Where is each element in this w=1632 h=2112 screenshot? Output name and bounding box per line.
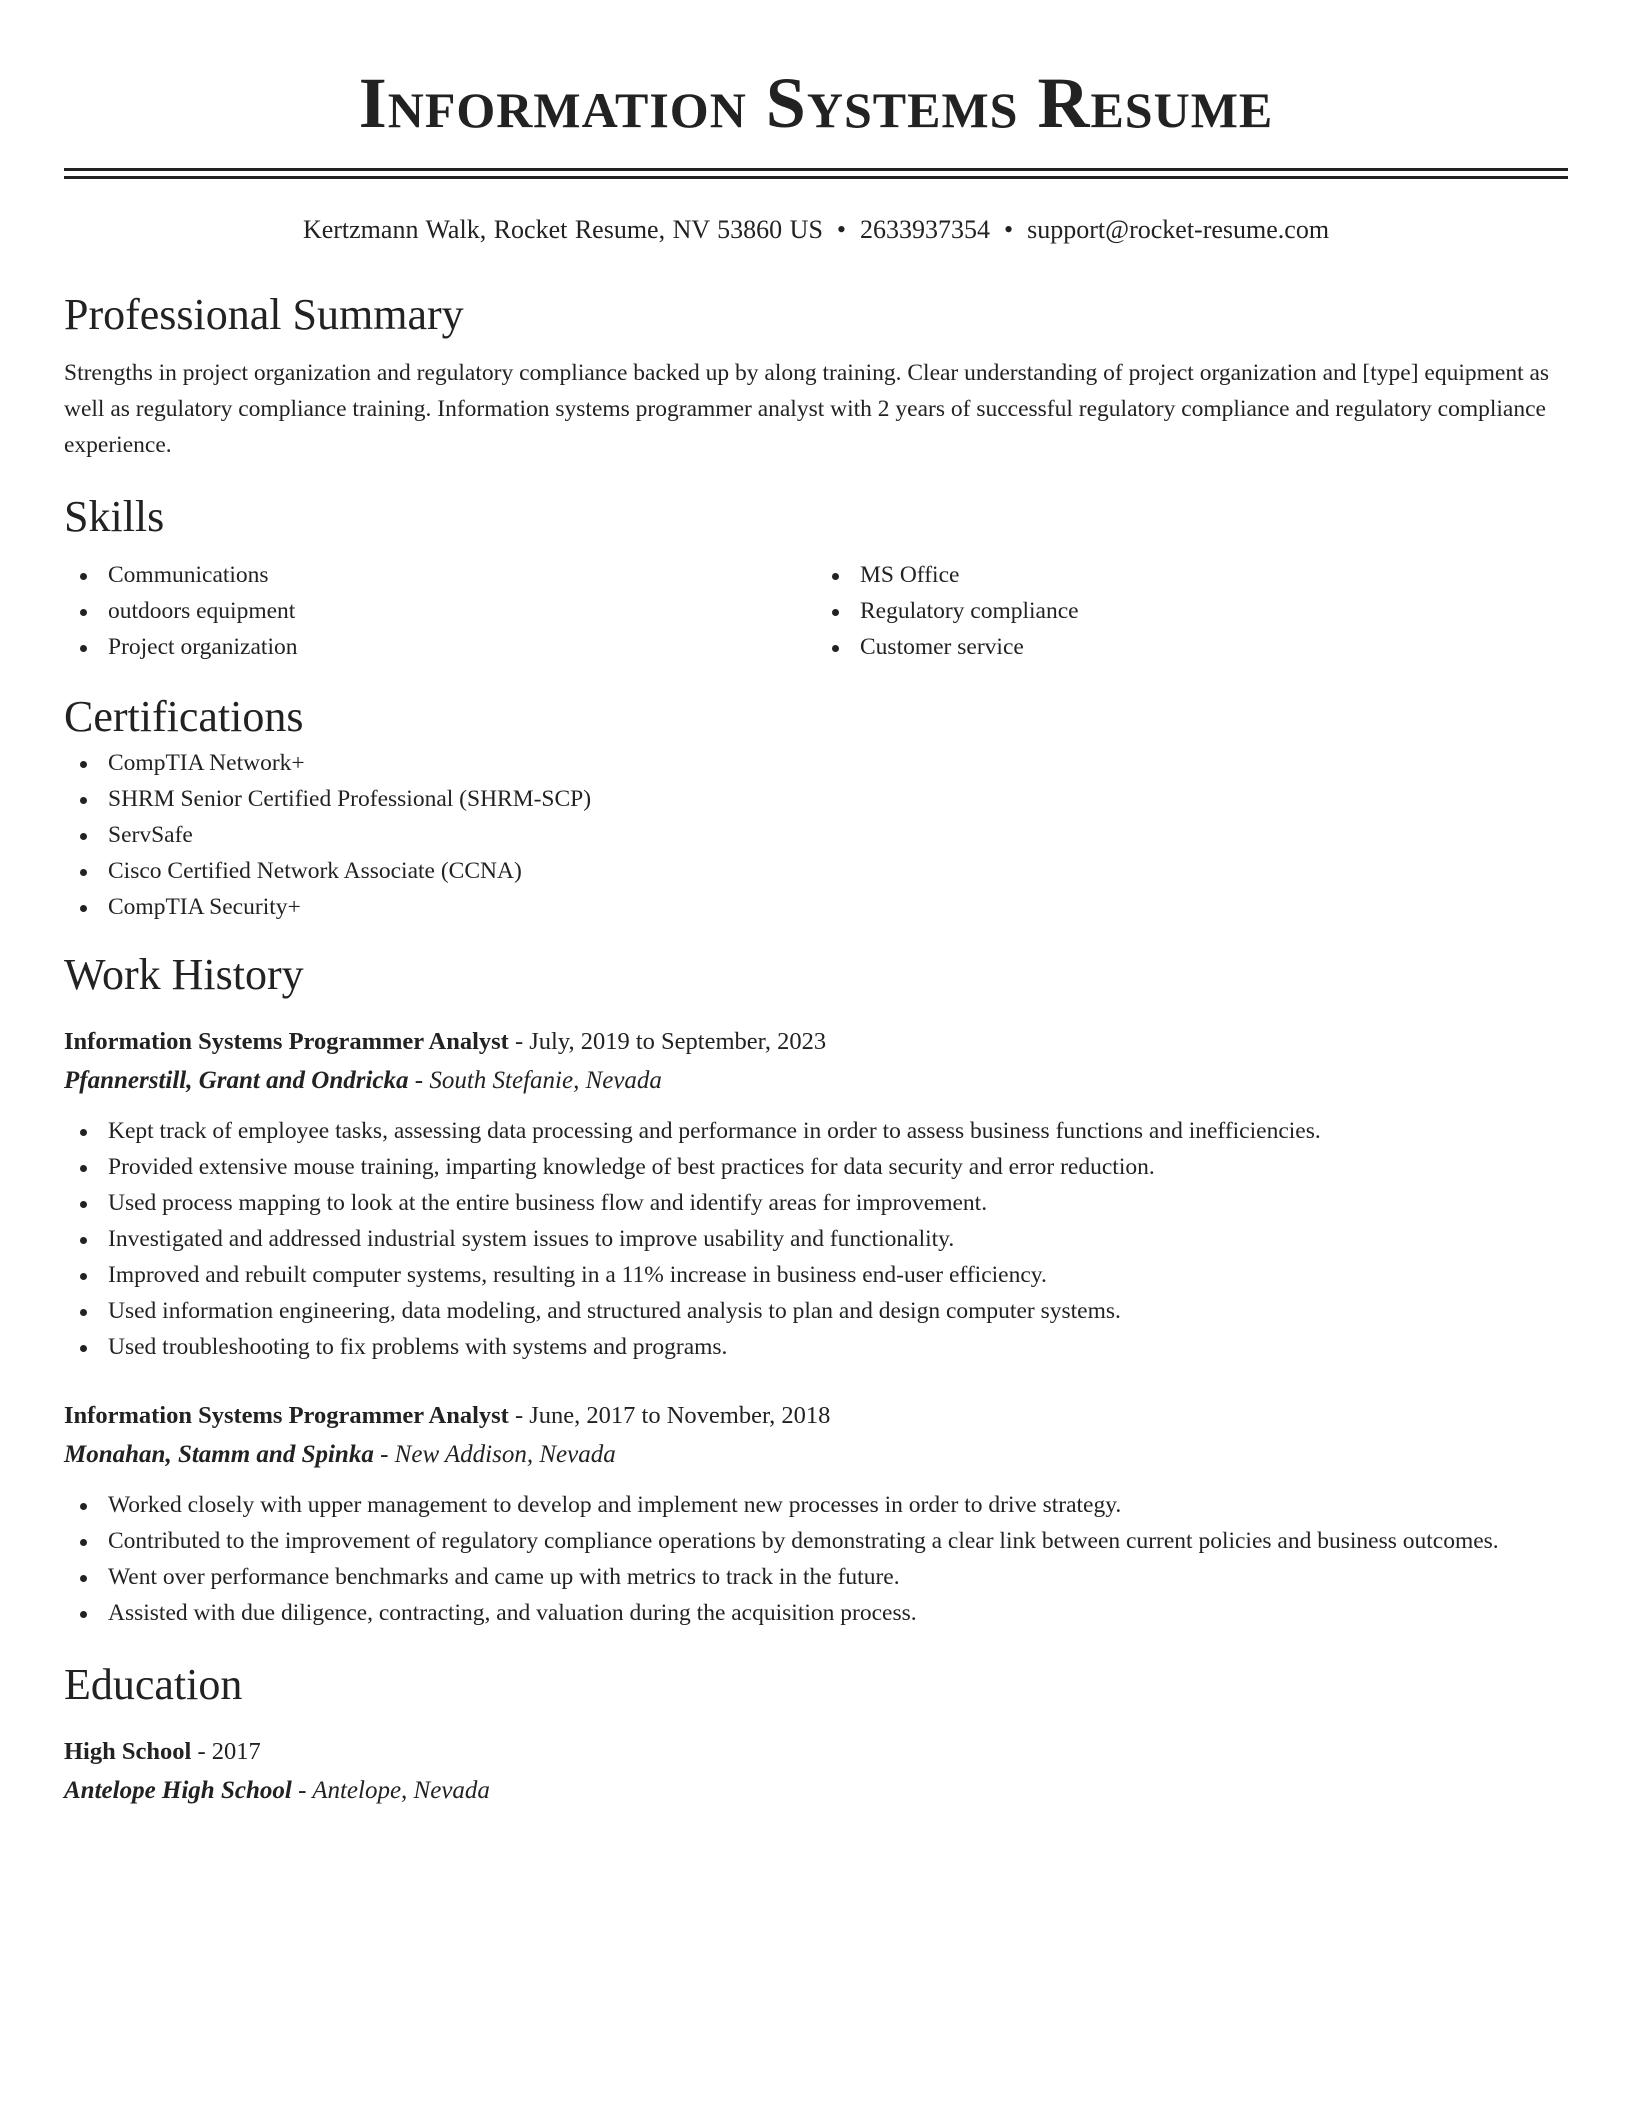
job-company: Pfannerstill, Grant and Ondricka xyxy=(64,1067,409,1094)
responsibility-item: Investigated and addressed industrial system issues to improve usability and functionality. xyxy=(64,1221,1568,1257)
job-company: Monahan, Stamm and Spinka xyxy=(64,1441,374,1468)
responsibility-item: Used process mapping to look at the entire business flow and identify areas for improvement. xyxy=(64,1185,1568,1221)
page-title: Information Systems Resume xyxy=(358,63,1274,143)
dash-separator: - xyxy=(508,1028,530,1055)
education-year: 2017 xyxy=(211,1738,261,1765)
dash-separator: - xyxy=(373,1441,395,1468)
responsibility-item: Used information engineering, data modeling, and structured analysis to plan and design computer systems. xyxy=(64,1293,1568,1329)
education-school-line xyxy=(64,1771,1568,1811)
education-heading: Education xyxy=(64,1660,243,1709)
contact-phone: 2633937354 xyxy=(860,215,991,244)
contact-email: support@rocket-resume.com xyxy=(1027,215,1330,244)
skill-item: Customer service xyxy=(816,629,1568,665)
summary-heading: Professional Summary xyxy=(64,290,464,339)
education-location: Antelope, Nevada xyxy=(312,1777,490,1804)
title-divider xyxy=(64,168,1568,179)
certifications-list xyxy=(64,745,1568,925)
job-entry xyxy=(64,1397,1568,1631)
certification-item: CompTIA Network+ xyxy=(64,745,1568,781)
skills-list-left xyxy=(64,557,816,665)
job-dates: July, 2019 to September, 2023 xyxy=(529,1028,827,1055)
skill-item: outdoors equipment xyxy=(64,593,816,629)
responsibility-item: Went over performance benchmarks and came up with metrics to track in the future. xyxy=(64,1559,1568,1595)
work-history-heading: Work History xyxy=(64,950,304,999)
job-location: South Stefanie, Nevada xyxy=(429,1067,662,1094)
job-location: New Addison, Nevada xyxy=(394,1441,616,1468)
dash-separator: - xyxy=(508,1402,530,1429)
job-header xyxy=(64,1397,1568,1435)
responsibility-item: Kept track of employee tasks, assessing data processing and performance in order to assess business functions and inefficiencies. xyxy=(64,1113,1568,1149)
certifications-heading: Certifications xyxy=(64,692,304,741)
responsibility-item: Provided extensive mouse training, imparting knowledge of best practices for data security and error reduction. xyxy=(64,1149,1568,1185)
skill-item: Regulatory compliance xyxy=(816,593,1568,629)
education-degree: High School xyxy=(64,1738,192,1765)
job-title: Information Systems Programmer Analyst xyxy=(64,1028,509,1055)
skills-heading: Skills xyxy=(64,492,165,541)
contact-address: Kertzmann Walk, Rocket Resume, NV 53860 US xyxy=(302,215,823,244)
job-responsibilities xyxy=(64,1113,1568,1365)
skills-columns xyxy=(64,557,1568,665)
skills-list-right xyxy=(816,557,1568,665)
contact-separator: • xyxy=(836,215,847,244)
education-school: Antelope High School xyxy=(64,1777,292,1804)
job-employer-line xyxy=(64,1061,1568,1101)
responsibility-item: Assisted with due diligence, contracting, and valuation during the acquisition process. xyxy=(64,1595,1568,1631)
responsibility-item: Worked closely with upper management to develop and implement new processes in order to drive strategy. xyxy=(64,1487,1568,1523)
certification-item: CompTIA Security+ xyxy=(64,889,1568,925)
dash-separator: - xyxy=(191,1738,212,1765)
summary-text: Strengths in project organization and regulatory compliance backed up by along training. Clear understanding of project organization and [type] equipment as well as regulatory compliance training. Information systems programmer analyst with 2 years of successful regulatory compliance and regulatory compliance experience. xyxy=(64,360,1550,458)
job-employer-line xyxy=(64,1435,1568,1475)
contact-line xyxy=(64,213,1568,247)
education-header xyxy=(64,1733,1568,1771)
education-entry xyxy=(64,1733,1568,1811)
certification-item: ServSafe xyxy=(64,817,1568,853)
skill-item: MS Office xyxy=(816,557,1568,593)
dash-separator: - xyxy=(408,1067,430,1094)
certification-item: SHRM Senior Certified Professional (SHRM-SCP) xyxy=(64,781,1568,817)
contact-separator: • xyxy=(1004,215,1014,244)
job-title: Information Systems Programmer Analyst xyxy=(64,1402,509,1429)
responsibility-item: Used troubleshooting to fix problems with systems and programs. xyxy=(64,1329,1568,1365)
responsibility-item: Contributed to the improvement of regulatory compliance operations by demonstrating a clear link between current policies and business outcomes. xyxy=(64,1523,1568,1559)
certification-item: Cisco Certified Network Associate (CCNA) xyxy=(64,853,1568,889)
job-entry xyxy=(64,1023,1568,1365)
job-dates: June, 2017 to November, 2018 xyxy=(529,1402,831,1429)
job-responsibilities xyxy=(64,1487,1568,1631)
responsibility-item: Improved and rebuilt computer systems, resulting in a 11% increase in business end-user efficiency. xyxy=(64,1257,1568,1293)
dash-separator: - xyxy=(291,1777,313,1804)
job-header xyxy=(64,1023,1568,1061)
skill-item: Project organization xyxy=(64,629,816,665)
skill-item: Communications xyxy=(64,557,816,593)
